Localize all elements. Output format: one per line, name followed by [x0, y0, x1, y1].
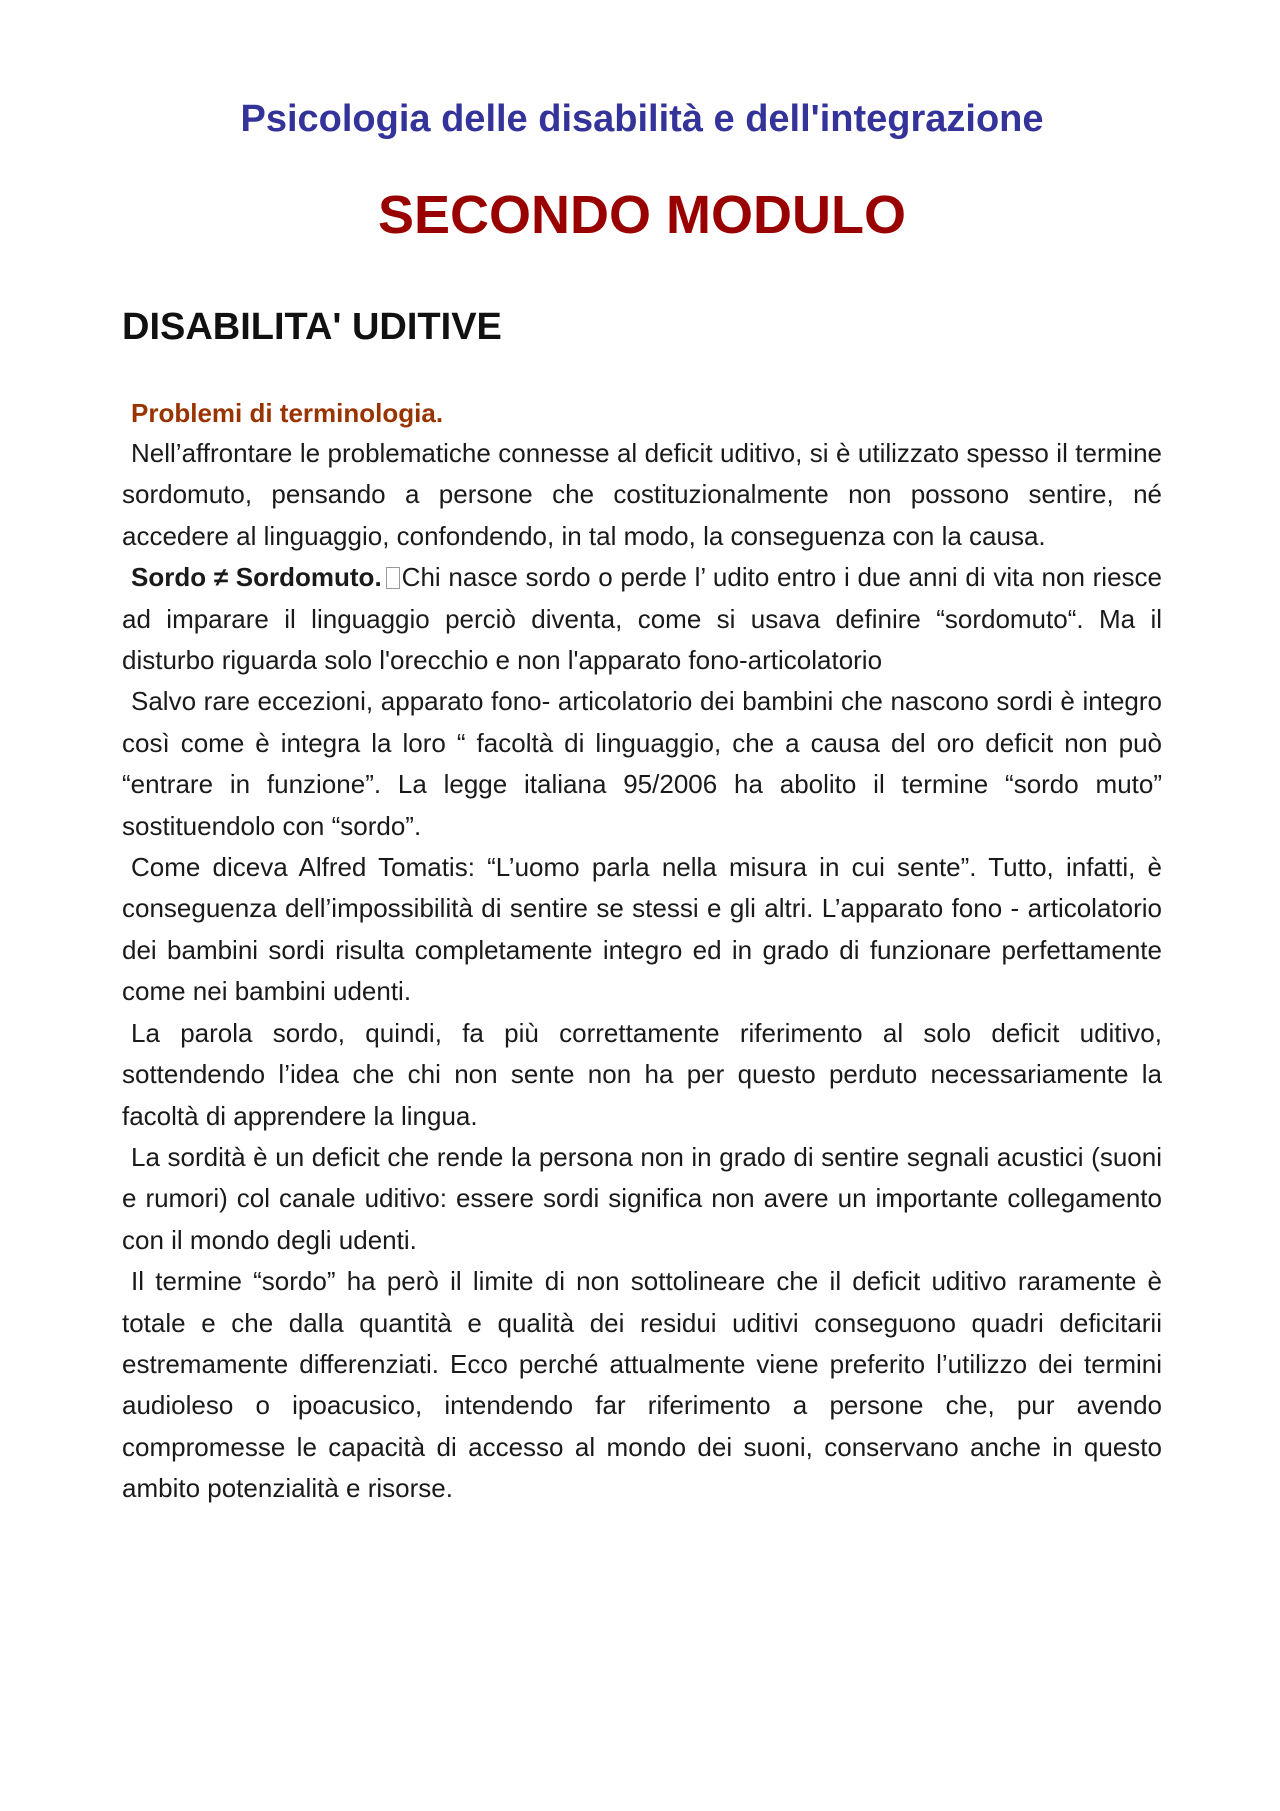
paragraph-legge-italiana: Salvo rare eccezioni, apparato fono- articolatorio dei bambini che nascono sordi è integro così come è integra la loro “ facoltà di linguaggio, che a causa del oro deficit non può “entrare in funzione”. La legge italiana 95/2006 ha abolito il termine “sordo muto” sostituendolo con “sordo”.	[122, 686, 1162, 841]
missing-glyph-icon	[386, 567, 400, 589]
paragraph-definizione-sordita: La sordità è un deficit che rende la persona non in grado di sentire segnali acustici (suoni e rumori) col canale uditivo: essere sordi significa non avere un importante collegamento con il mondo degli udenti.	[122, 1141, 1162, 1255]
section-title: DISABILITA' UDITIVE	[122, 306, 502, 348]
paragraph-tomatis-quote: Come diceva Alfred Tomatis: “L’uomo parla nella misura in cui sente”. Tutto, infatti, è conseguenza dell’impossibilità di sentire se stessi e gli altri. L’apparato fono - articolatorio dei bambini sordi risulta completamente integro ed in grado di funzionare perfettamente come nei bambini udenti.	[122, 852, 1162, 1007]
paragraph-terminology-intro: Nell’affrontare le problematiche connesse al deficit uditivo, si è utilizzato spesso il termine sordomuto, pensando a persone che costituzionalmente non possono sentire, né accedere al linguaggio, confondendo, in tal modo, la conseguenza con la causa.	[122, 438, 1162, 551]
subsection-title: Problemi di terminologia.	[131, 398, 444, 428]
paragraph-bold-lead: Sordo ≠ Sordomuto.	[131, 562, 382, 593]
paragraph-parola-sordo: La parola sordo, quindi, fa più correttamente riferimento al solo deficit uditivo, sottendendo l’idea che chi non sente non ha per questo perduto necessariamente la facoltà di apprendere la lingua.	[122, 1017, 1162, 1131]
paragraph-sordo-vs-sordomuto	[122, 557, 1162, 681]
paragraph-audioleso-ipoacusico: Il termine “sordo” ha però il limite di non sottolineare che il deficit uditivo raramente è totale e che dalla quantità e qualità dei residui uditivi conseguono quadri deficitarii estremamente differenziati. Ecco perché attualmente viene preferito l’utilizzo dei termini audioleso o ipoacusico, intendendo far riferimento a persone che, pur avendo compromesse le capacità di accesso al mondo dei suoni, conservano anche in questo ambito potenzialità e risorse.	[122, 1266, 1162, 1504]
paragraph-body-text: Chi nasce sordo o perde l’ udito entro i due anni di vita non riesce ad imparare il linguaggio perciò diventa, come si usava definire “sordomuto“. Ma il disturbo riguarda solo l'orecchio e non l'apparato fono-articolatorio	[122, 562, 1162, 676]
module-title: SECONDO MODULO	[377, 185, 906, 245]
course-title: Psicologia delle disabilità e dell'integrazione	[240, 98, 1044, 140]
